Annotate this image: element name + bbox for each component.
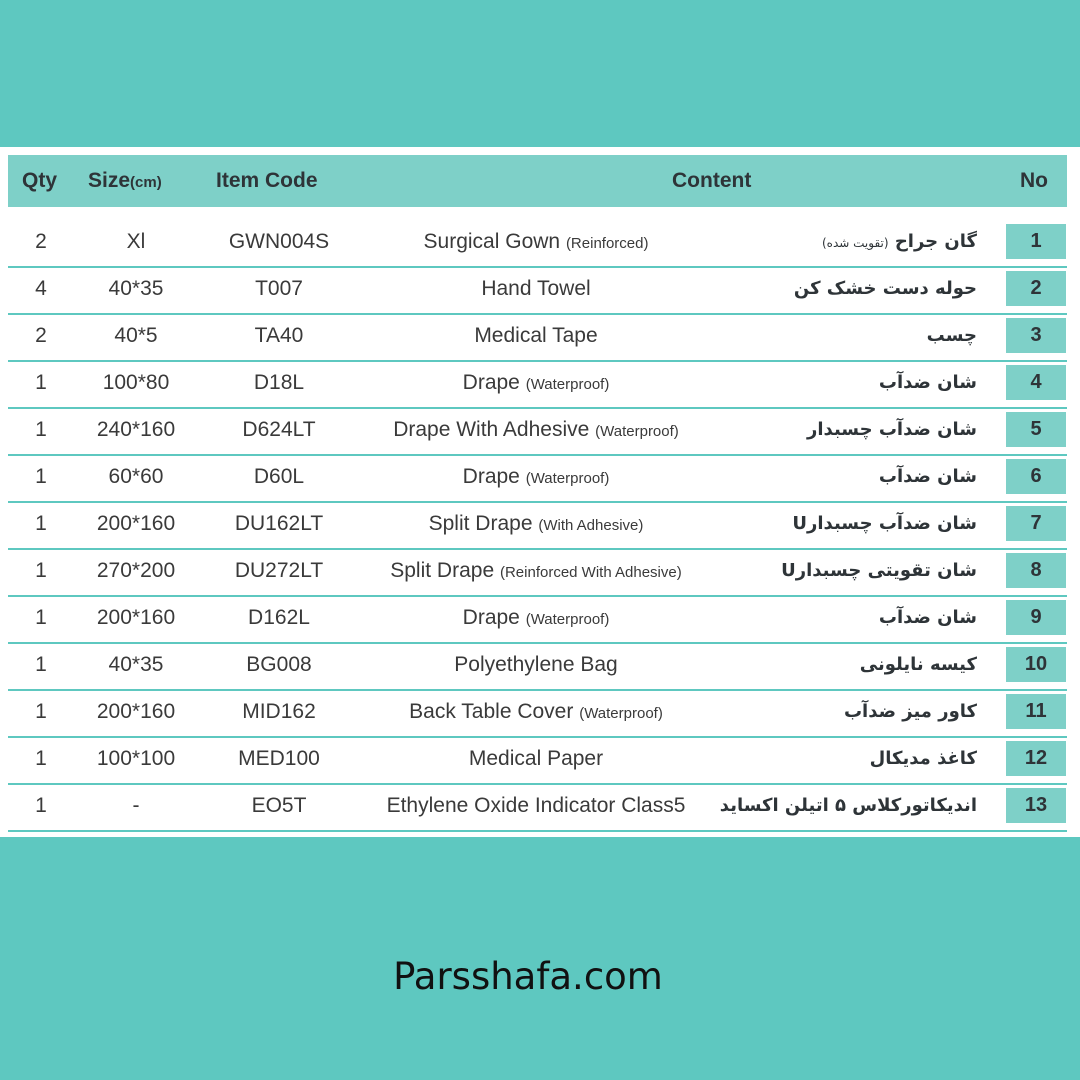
content-text: Medical Paper <box>468 747 604 770</box>
content-text: Drape <box>462 465 520 488</box>
content-cell <box>360 597 712 642</box>
content-text: Polyethylene Bag <box>454 653 618 676</box>
persian-name-text: شان ضدآب چسبدار <box>807 419 977 440</box>
content-note: (Waterproof) <box>525 376 610 393</box>
qty-cell: 1 <box>35 747 47 770</box>
content-note: (Reinforced With Adhesive) <box>499 564 682 581</box>
qty-cell: 1 <box>35 512 47 535</box>
website-text: Parsshafa.com <box>393 955 663 998</box>
row-number-badge: 7 <box>1006 506 1066 541</box>
row-number-badge: 9 <box>1006 600 1066 635</box>
qty-cell: 4 <box>35 277 47 300</box>
persian-name-text: شان ضدآب <box>878 607 977 628</box>
content-cell <box>360 456 712 501</box>
row-number-badge: 10 <box>1006 647 1066 682</box>
content-cell <box>360 738 712 783</box>
qty-cell: 1 <box>35 700 47 723</box>
item-code-cell: D624LT <box>242 418 316 441</box>
content-cell <box>360 315 712 360</box>
persian-name-note: (تقویت شده) <box>821 236 889 250</box>
persian-name-cell <box>677 315 977 360</box>
persian-name-cell <box>677 221 977 266</box>
content-note: (Waterproof) <box>595 423 679 440</box>
table-row <box>8 691 1067 738</box>
content-text: Drape With Adhesive <box>393 418 590 441</box>
persian-name-cell <box>677 691 977 736</box>
table-row <box>8 456 1067 503</box>
header-qty: Qty <box>22 169 58 192</box>
qty-cell: 1 <box>35 794 47 817</box>
content-note: (With Adhesive) <box>538 517 644 534</box>
product-table <box>0 147 1080 837</box>
qty-cell: 1 <box>35 371 47 394</box>
content-text: Split Drape <box>390 559 495 582</box>
header-size-unit: (cm) <box>130 174 162 191</box>
size-cell: 40*5 <box>114 324 158 347</box>
item-code-cell: GWN004S <box>228 230 330 253</box>
content-cell <box>360 691 712 736</box>
persian-name-cell <box>677 738 977 783</box>
table-row <box>8 644 1067 691</box>
content-cell <box>360 362 712 407</box>
size-cell: 200*160 <box>96 512 176 535</box>
persian-name-text: شان ضدآب چسبدارU <box>792 513 977 534</box>
persian-name-cell <box>677 409 977 454</box>
row-number-badge: 4 <box>1006 365 1066 400</box>
size-cell: 40*35 <box>108 653 164 676</box>
qty-cell: 1 <box>35 418 47 441</box>
size-cell: 40*35 <box>108 277 164 300</box>
content-text: Surgical Gown <box>423 230 561 253</box>
persian-name-cell <box>677 268 977 313</box>
size-cell: 100*80 <box>102 371 170 394</box>
item-code-cell: MID162 <box>242 700 316 723</box>
table-row <box>8 597 1067 644</box>
content-cell <box>360 644 712 689</box>
persian-name-text: چسب <box>926 325 977 346</box>
qty-cell: 1 <box>35 653 47 676</box>
item-code-cell: DU162LT <box>234 512 324 535</box>
item-code-cell: D162L <box>248 606 310 629</box>
table-row <box>8 503 1067 550</box>
table-row <box>8 362 1067 409</box>
content-text: Hand Towel <box>481 277 591 300</box>
content-text: Split Drape <box>428 512 533 535</box>
table-row <box>8 550 1067 597</box>
qty-cell: 1 <box>35 465 47 488</box>
content-text: Medical Tape <box>474 324 598 347</box>
row-number-badge: 8 <box>1006 553 1066 588</box>
item-code-cell: TA40 <box>254 324 304 347</box>
size-cell: 270*200 <box>96 559 176 582</box>
size-cell: 100*100 <box>96 747 176 770</box>
content-cell <box>360 409 712 454</box>
row-number-badge: 6 <box>1006 459 1066 494</box>
size-cell: 60*60 <box>108 465 164 488</box>
size-cell: 200*160 <box>96 606 176 629</box>
item-code-cell: EO5T <box>251 794 307 817</box>
table-row <box>8 409 1067 456</box>
size-cell: Xl <box>126 230 146 253</box>
persian-name-text: کیسه نایلونی <box>859 654 977 675</box>
qty-cell: 2 <box>35 324 47 347</box>
persian-name-cell <box>677 503 977 548</box>
row-number-badge: 11 <box>1006 694 1066 729</box>
persian-name-text: شان تقویتی چسبدارU <box>781 560 977 581</box>
content-note: (Reinforced) <box>565 235 649 252</box>
size-cell: 200*160 <box>96 700 176 723</box>
content-text: Drape <box>462 371 520 394</box>
item-code-cell: MED100 <box>238 747 320 770</box>
row-number-badge: 1 <box>1006 224 1066 259</box>
persian-name-cell <box>677 362 977 407</box>
qty-cell: 1 <box>35 559 47 582</box>
content-cell <box>360 503 712 548</box>
row-number-badge: 12 <box>1006 741 1066 776</box>
persian-name-text: شان ضدآب <box>878 372 977 393</box>
content-note: (Waterproof) <box>579 705 663 722</box>
persian-name-cell <box>677 550 977 595</box>
row-number-badge: 2 <box>1006 271 1066 306</box>
content-cell <box>360 550 712 595</box>
size-cell: - <box>132 794 140 817</box>
item-code-cell: D60L <box>253 465 305 488</box>
content-note: (Waterproof) <box>525 611 610 628</box>
content-note: (Waterproof) <box>525 470 610 487</box>
content-text: Drape <box>462 606 520 629</box>
table-body <box>8 221 1067 832</box>
item-code-cell: D18L <box>253 371 305 394</box>
persian-name-text: گان جراح <box>894 231 977 252</box>
persian-name-text: اندیکاتورکلاس ۵ اتیلن اکساید <box>719 795 977 816</box>
header-item-code: Item Code <box>216 169 318 192</box>
table-row <box>8 315 1067 362</box>
persian-name-text: شان ضدآب <box>878 466 977 487</box>
persian-name-cell <box>677 644 977 689</box>
website-label <box>0 955 1080 998</box>
header-size <box>88 155 162 207</box>
table-row <box>8 221 1067 268</box>
header-no: No <box>1020 169 1048 192</box>
table-header <box>8 155 1067 207</box>
row-number-badge: 13 <box>1006 788 1066 823</box>
persian-name-text: کاغذ مدیکال <box>869 748 977 769</box>
table-row <box>8 785 1067 832</box>
table-row <box>8 738 1067 785</box>
item-code-cell: T007 <box>255 277 303 300</box>
persian-name-cell <box>677 785 977 830</box>
persian-name-text: حوله دست خشک کن <box>793 278 977 299</box>
persian-name-text: کاور میز ضدآب <box>843 701 977 722</box>
item-code-cell: BG008 <box>246 653 312 676</box>
content-cell <box>360 785 712 830</box>
row-number-badge: 5 <box>1006 412 1066 447</box>
table-row <box>8 268 1067 315</box>
content-text: Back Table Cover <box>409 700 574 723</box>
header-content: Content <box>672 169 752 192</box>
size-cell: 240*160 <box>96 418 176 441</box>
persian-name-cell <box>677 597 977 642</box>
item-code-cell: DU272LT <box>234 559 324 582</box>
header-size-label: Size <box>88 169 131 192</box>
qty-cell: 2 <box>35 230 47 253</box>
content-cell <box>360 221 712 266</box>
row-number-badge: 3 <box>1006 318 1066 353</box>
content-cell <box>360 268 712 313</box>
content-text: Ethylene Oxide Indicator Class5 <box>386 794 686 817</box>
qty-cell: 1 <box>35 606 47 629</box>
persian-name-cell <box>677 456 977 501</box>
